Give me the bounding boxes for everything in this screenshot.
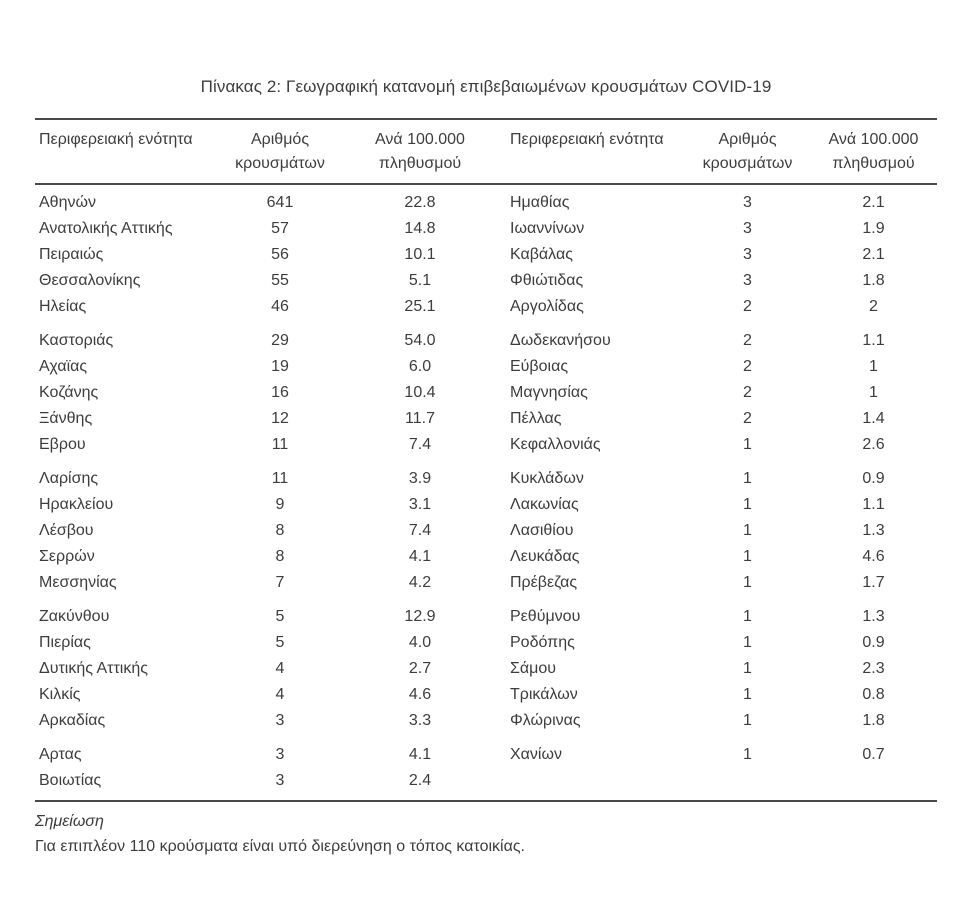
header-rate-right <box>810 119 937 184</box>
rate-cell-left: 4.6 <box>408 686 432 703</box>
rate-cell-left: 10.4 <box>404 384 436 401</box>
header-rate-left-line1: Ανά 100.000 <box>375 131 465 148</box>
table-header <box>35 119 937 184</box>
cases-cell-right: 1 <box>743 746 752 763</box>
note-text: Για επιπλέον 110 κρούσματα είναι υπό διερεύνηση ο τόπος κατοικίας. <box>35 838 525 855</box>
covid-region-table <box>35 118 937 802</box>
table-row <box>35 184 937 216</box>
header-rate-left <box>345 119 495 184</box>
cases-cell-right: 1 <box>743 634 752 651</box>
region-cell-right: Ημαθίας <box>510 194 570 211</box>
rate-cell-left: 54.0 <box>404 332 436 349</box>
table-row <box>35 458 937 492</box>
cases-cell-right: 1 <box>743 522 752 539</box>
rate-cell-right: 2 <box>869 298 878 315</box>
region-cell-left: Ζακύνθου <box>39 608 110 625</box>
region-cell-left: Σερρών <box>39 548 95 565</box>
table-row <box>35 734 937 768</box>
region-cell-left: Αθηνών <box>39 194 96 211</box>
table-row <box>35 656 937 682</box>
region-cell-right: Καβάλας <box>510 246 573 263</box>
cases-cell-left: 7 <box>275 574 285 591</box>
cases-cell-right: 2 <box>743 410 752 427</box>
cases-cell-left: 9 <box>275 496 285 513</box>
region-cell-left: Πιερίας <box>39 634 91 651</box>
header-region-right <box>495 119 685 184</box>
cases-cell-left: 56 <box>271 246 289 263</box>
table-row <box>35 570 937 596</box>
rate-cell-left: 2.7 <box>408 660 432 677</box>
cases-cell-left: 11 <box>271 470 289 487</box>
region-cell-right: Φθιώτιδας <box>510 272 584 289</box>
region-cell-left: Αχαϊας <box>39 358 88 375</box>
rate-cell-left: 6.0 <box>408 358 432 375</box>
rate-cell-left: 7.4 <box>408 436 432 453</box>
rate-cell-left: 3.1 <box>408 496 432 513</box>
cases-cell-left: 8 <box>275 522 285 539</box>
cases-cell-right: 1 <box>743 608 752 625</box>
rate-cell-left: 11.7 <box>405 410 435 427</box>
rate-cell-right: 1.1 <box>862 496 885 513</box>
header-rate-right-line1: Ανά 100.000 <box>828 131 919 148</box>
rate-cell-left: 7.4 <box>408 522 432 539</box>
rate-cell-right: 0.9 <box>862 470 885 487</box>
cases-cell-right: 1 <box>743 660 752 677</box>
rate-cell-right: 1 <box>869 358 878 375</box>
header-region-right-label: Περιφερειακή ενότητα <box>510 131 664 148</box>
region-cell-left: Ηλείας <box>39 298 87 315</box>
rate-cell-right: 2.1 <box>862 194 885 211</box>
rate-cell-right: 2.3 <box>862 660 885 677</box>
region-cell-left: Λαρίσης <box>39 470 99 487</box>
table-row <box>35 294 937 320</box>
cases-cell-left: 19 <box>271 358 289 375</box>
header-cases-right-line2: κρουσμάτων <box>702 155 793 172</box>
rate-cell-right: 0.9 <box>862 634 885 651</box>
region-cell-left: Πειραιώς <box>39 246 104 263</box>
region-cell-right: Κυκλάδων <box>510 470 584 487</box>
region-cell-right: Πέλλας <box>510 410 562 427</box>
rate-cell-left: 3.3 <box>408 712 432 729</box>
table-row <box>35 380 937 406</box>
cases-cell-right: 3 <box>743 194 752 211</box>
rate-cell-right: 1.1 <box>862 332 885 349</box>
table-row <box>35 596 937 630</box>
cases-cell-right: 1 <box>743 574 752 591</box>
region-cell-right: Δωδεκανήσου <box>510 332 611 349</box>
cases-cell-left: 5 <box>275 608 285 625</box>
table-row <box>35 768 937 801</box>
rate-cell-left: 4.1 <box>408 548 432 565</box>
region-cell-right: Πρέβεζας <box>510 574 578 591</box>
region-cell-left: Κοζάνης <box>39 384 99 401</box>
cases-cell-left: 8 <box>275 548 285 565</box>
cases-cell-right: 1 <box>743 496 752 513</box>
rate-cell-left: 14.8 <box>404 220 436 237</box>
cases-cell-right: 1 <box>743 436 752 453</box>
cases-cell-left: 55 <box>271 272 289 289</box>
cases-cell-left: 3 <box>275 712 285 729</box>
region-cell-left: Θεσσαλονίκης <box>39 272 141 289</box>
region-cell-left: Αρτας <box>39 746 82 763</box>
region-cell-left: Λέσβου <box>39 522 94 539</box>
rate-cell-right: 4.6 <box>862 548 885 565</box>
cases-cell-right: 2 <box>743 384 752 401</box>
region-cell-left: Μεσσηνίας <box>39 574 117 591</box>
region-cell-right: Τρικάλων <box>510 686 578 703</box>
table-row <box>35 406 937 432</box>
header-cases-right <box>685 119 810 184</box>
cases-cell-right: 3 <box>743 246 752 263</box>
region-cell-right <box>495 768 685 801</box>
rate-cell-right: 1.3 <box>862 522 885 539</box>
table-row <box>35 630 937 656</box>
cases-cell-left: 4 <box>275 686 285 703</box>
region-cell-right: Φλώρινας <box>510 712 581 729</box>
cases-cell-left: 3 <box>275 746 285 763</box>
table-row <box>35 544 937 570</box>
table-row <box>35 492 937 518</box>
header-rate-left-line2: πληθυσμού <box>378 155 462 172</box>
region-cell-left: Ηρακλείου <box>39 496 114 513</box>
header-cases-left-line2: κρουσμάτων <box>235 155 325 172</box>
region-cell-right: Σάμου <box>510 660 557 677</box>
rate-cell-right: 0.8 <box>862 686 885 703</box>
region-cell-right: Κεφαλλονιάς <box>510 436 601 453</box>
cases-cell-left: 29 <box>271 332 289 349</box>
region-cell-right: Ροδόπης <box>510 634 575 651</box>
cases-cell-right: 2 <box>743 332 752 349</box>
cases-cell-right: 3 <box>743 220 752 237</box>
rate-cell-left: 4.2 <box>408 574 432 591</box>
cases-cell-right <box>685 768 810 801</box>
rate-cell-right: 2.1 <box>862 246 885 263</box>
rate-cell-left: 22.8 <box>404 194 436 211</box>
table-row <box>35 518 937 544</box>
rate-cell-left: 12.9 <box>404 608 436 625</box>
cases-cell-right: 1 <box>743 712 752 729</box>
table-row <box>35 268 937 294</box>
table-row <box>35 354 937 380</box>
header-rate-right-line2: πληθυσμού <box>832 155 915 172</box>
rate-cell-right: 1.4 <box>862 410 885 427</box>
region-cell-right: Χανίων <box>510 746 562 763</box>
cases-cell-left: 4 <box>275 660 285 677</box>
table-row <box>35 242 937 268</box>
note-label: Σημείωση <box>35 813 104 830</box>
rate-cell-right: 1 <box>869 384 878 401</box>
rate-cell-left: 4.1 <box>408 746 432 763</box>
region-cell-right: Ρεθύμνου <box>510 608 581 625</box>
cases-cell-right: 2 <box>743 358 752 375</box>
region-cell-right: Μαγνησίας <box>510 384 588 401</box>
rate-cell-left: 3.9 <box>408 470 432 487</box>
header-region-left-label: Περιφερειακή ενότητα <box>39 131 193 148</box>
cases-cell-left: 46 <box>271 298 289 315</box>
table-row <box>35 432 937 458</box>
rate-cell-right: 1.3 <box>862 608 885 625</box>
rate-cell-right: 1.7 <box>862 574 885 591</box>
header-cases-left <box>215 119 345 184</box>
table-row <box>35 216 937 242</box>
rate-cell-right: 1.8 <box>862 712 885 729</box>
cases-cell-left: 16 <box>271 384 289 401</box>
region-cell-left: Καστοριάς <box>39 332 114 349</box>
rate-cell-right: 2.6 <box>862 436 885 453</box>
header-cases-left-line1: Αριθμός <box>250 131 310 148</box>
region-cell-right: Αργολίδας <box>510 298 584 315</box>
rate-cell-right <box>810 768 937 801</box>
cases-cell-left: 57 <box>271 220 289 237</box>
rate-cell-left: 10.1 <box>404 246 436 263</box>
region-cell-right: Εύβοιας <box>510 358 569 375</box>
header-cases-right-line1: Αριθμός <box>718 131 777 148</box>
header-row <box>35 119 937 184</box>
region-cell-left: Βοιωτίας <box>39 772 102 789</box>
region-cell-left: Δυτικής Αττικής <box>39 660 148 677</box>
header-region-left <box>35 119 215 184</box>
cases-cell-right: 3 <box>743 272 752 289</box>
rate-cell-left: 25.1 <box>404 298 436 315</box>
region-cell-right: Ιωαννίνων <box>510 220 585 237</box>
table-row <box>35 708 937 734</box>
table-row <box>35 682 937 708</box>
region-cell-left: Εβρου <box>39 436 86 453</box>
region-cell-right: Λασιθίου <box>510 522 574 539</box>
table-row <box>35 320 937 354</box>
rate-cell-right: 0.7 <box>862 746 885 763</box>
table-title: Πίνακας 2: Γεωγραφική κατανομή επιβεβαιωμένων κρουσμάτων COVID-19 <box>200 77 772 96</box>
cases-cell-right: 2 <box>743 298 752 315</box>
cases-cell-left: 5 <box>275 634 285 651</box>
region-cell-left: Κιλκίς <box>39 686 81 703</box>
cases-cell-right: 1 <box>743 686 752 703</box>
cases-cell-left: 641 <box>266 194 294 211</box>
table-body <box>35 184 937 801</box>
region-cell-right: Λακωνίας <box>510 496 579 513</box>
region-cell-left: Αρκαδίας <box>39 712 106 729</box>
region-cell-left: Ανατολικής Αττικής <box>39 220 173 237</box>
table-note <box>35 802 937 860</box>
cases-cell-left: 11 <box>271 436 289 453</box>
rate-cell-left: 2.4 <box>408 772 432 789</box>
region-cell-right: Λευκάδας <box>510 548 580 565</box>
cases-cell-right: 1 <box>743 470 752 487</box>
cases-cell-left: 12 <box>271 410 289 427</box>
rate-cell-right: 1.9 <box>862 220 885 237</box>
cases-cell-right: 1 <box>743 548 752 565</box>
region-cell-left: Ξάνθης <box>39 410 93 427</box>
rate-cell-left: 4.0 <box>408 634 432 651</box>
rate-cell-right: 1.8 <box>862 272 885 289</box>
rate-cell-left: 5.1 <box>408 272 432 289</box>
cases-cell-left: 3 <box>275 772 285 789</box>
